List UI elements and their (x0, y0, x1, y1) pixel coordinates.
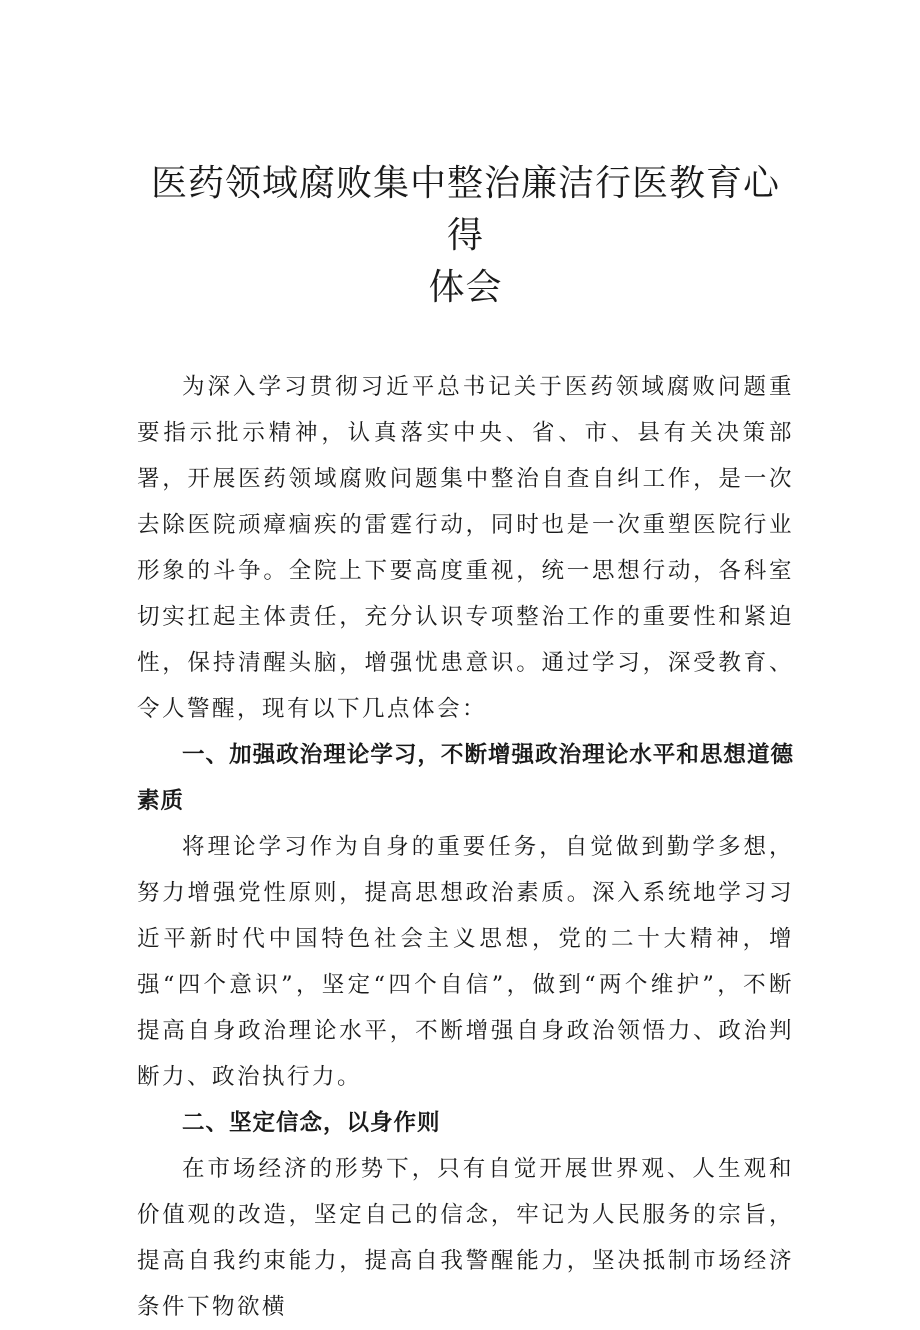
section-paragraph-1: 将理论学习作为自身的重要任务，自觉做到勤学多想，努力增强党性原则，提高思想政治素质。深入系统地学习习近平新时代中国特色社会主义思想，党的二十大精神，增强“四个意识”，坚定“四个自信”，做到“两个维护”，不断提高自身政治理论水平，不断增强自身政治领悟力、政治判断力、政治执行力。 (137, 834, 794, 1090)
document-title (137, 158, 794, 314)
intro-paragraph: 为深入学习贯彻习近平总书记关于医药领域腐败问题重要指示批示精神，认真落实中央、省、市、县有关决策部署，开展医药领域腐败问题集中整治自查自纠工作，是一次去除医院顽瘴痼疾的雷霆行动，同时也是一次重塑医院行业形象的斗争。全院上下要高度重视，统一思想行动，各科室切实扛起主体责任，充分认识专项整治工作的重要性和紧迫性，保持清醒头脑，增强忧患意识。通过学习，深受教育、令人警醒，现有以下几点体会： (137, 374, 794, 722)
title-line-1: 医药领域腐败集中整治廉洁行医教育心得 (150, 163, 780, 256)
title-line-2: 体会 (428, 267, 503, 308)
section-heading-1: 一、加强政治理论学习，不断增强政治理论水平和思想道德素质 (137, 742, 794, 814)
section-heading-2: 二、坚定信念，以身作则 (182, 1110, 441, 1136)
document-body (137, 364, 794, 1330)
section-paragraph-2: 在市场经济的形势下，只有自觉开展世界观、人生观和价值观的改造，坚定自己的信念，牢记为人民服务的宗旨，提高自我约束能力，提高自我警醒能力，坚决抵制市场经济条件下物欲横 (137, 1156, 794, 1320)
